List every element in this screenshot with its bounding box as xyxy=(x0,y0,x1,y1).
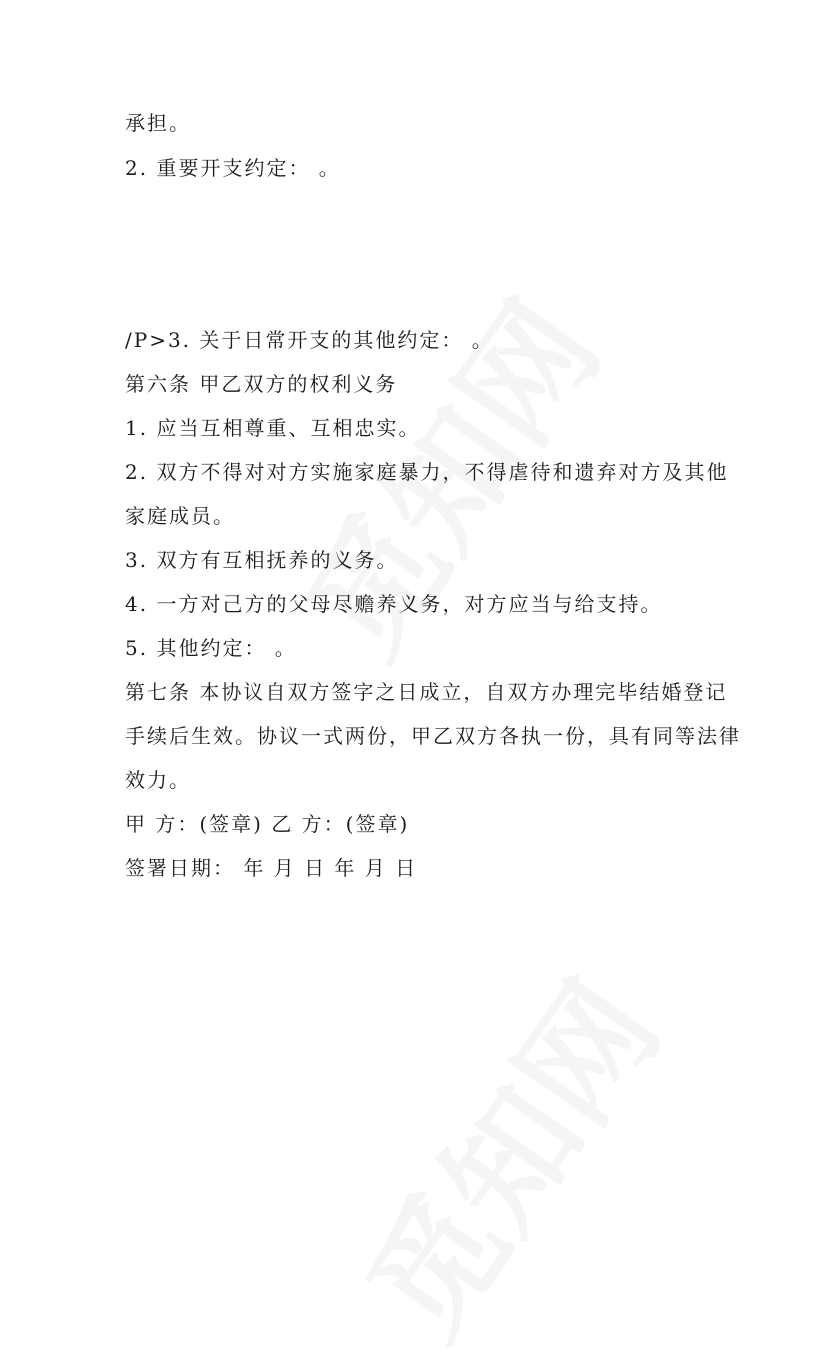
text-line: 效力。 xyxy=(125,768,191,792)
text-line: 2. 双方不得对对方实施家庭暴力，不得虐待和遗弃对方及其他 xyxy=(125,460,729,484)
text-line: 1. 应当互相尊重、互相忠实。 xyxy=(125,416,421,440)
watermark-logo xyxy=(317,940,694,1367)
text-line: 4. 一方对己方的父母尽赡养义务，对方应当与给支持。 xyxy=(125,592,663,616)
text-line: /P>3. 关于日常开支的其他约定： 。 xyxy=(125,328,494,352)
text-line: 3. 双方有互相抚养的义务。 xyxy=(125,548,399,572)
section-heading: 第七条 本协议自双方签字之日成立，自双方办理完毕结婚登记 xyxy=(125,680,728,704)
text-line: 手续后生效。协议一式两份，甲乙双方各执一份，具有同等法律 xyxy=(125,724,741,748)
text-line: 2. 重要开支约定： 。 xyxy=(125,156,341,180)
signature-line: 甲 方：(签章) 乙 方：(签章) xyxy=(125,812,410,836)
text-line: 家庭成员。 xyxy=(125,504,235,528)
text-line: 承担。 xyxy=(125,111,191,135)
text-line: 5. 其他约定： 。 xyxy=(125,636,297,660)
date-line: 签署日期： 年 月 日 年 月 日 xyxy=(125,856,418,880)
section-heading: 第六条 甲乙双方的权利义务 xyxy=(125,372,398,396)
